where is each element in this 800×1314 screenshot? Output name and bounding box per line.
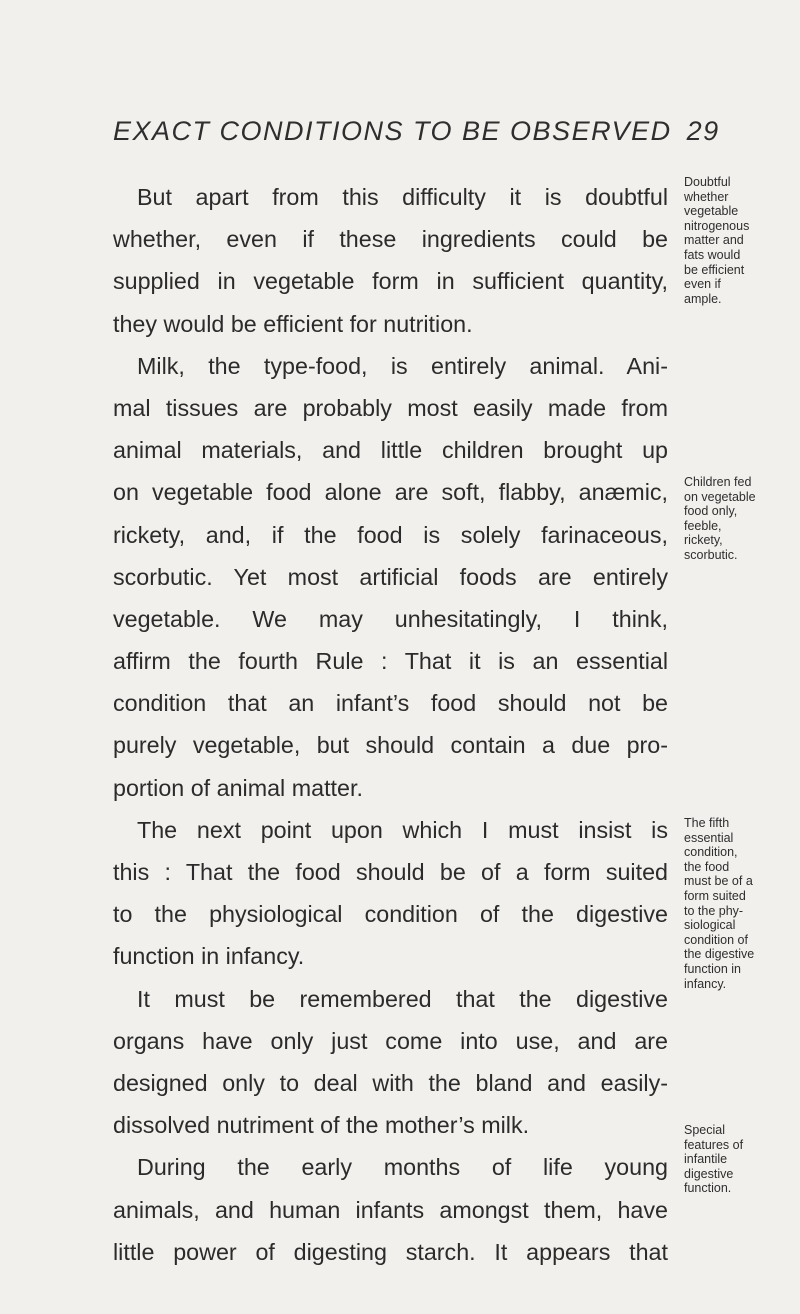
sidenote-line: Special (684, 1123, 725, 1137)
sidenote-children-vegetable-food (684, 475, 756, 563)
sidenote-line: to the phy- (684, 903, 744, 918)
text-line: on vegetable food alone are soft, flabby, anæmic, (113, 479, 668, 506)
text-line: mal tissues are probably most easily made from (113, 394, 668, 421)
sidenote-line: feeble, (684, 518, 722, 533)
text-line: they would be efficient for nutrition. (113, 310, 473, 337)
sidenote-line: even if (684, 277, 721, 292)
text-line: animal materials, and little children brought up (113, 437, 668, 464)
text-line: function in infancy. (113, 943, 305, 970)
sidenote-line: features of (684, 1137, 744, 1152)
sidenote-line: scorbutic. (684, 547, 738, 562)
sidenote-line: ample. (684, 291, 722, 306)
text-line: scorbutic. Yet most artificial foods are entirely (113, 563, 668, 590)
sidenote-line: must be of a (684, 874, 753, 889)
sidenote-line: essential (684, 830, 734, 845)
sidenote-line: on vegetable (684, 489, 756, 504)
text-line: rickety, and, if the food is solely farinaceous, (113, 521, 668, 548)
text-line: vegetable. We may unhesitatingly, I think, (113, 605, 668, 632)
sidenote-line: matter and (684, 233, 744, 248)
text-line: condition that an infant’s food should not be (113, 690, 668, 717)
sidenote-special-features (684, 1123, 743, 1196)
running-head (113, 116, 720, 147)
text-line: designed only to deal with the bland and easily- (113, 1069, 668, 1096)
sidenote-line: digestive (684, 1166, 734, 1181)
body-text (113, 176, 668, 1273)
sidenote-line: infancy. (684, 976, 727, 991)
running-head-title: EXACT CONDITIONS TO BE OBSERVED (113, 116, 672, 146)
text-line: affirm the fourth Rule : That it is an essential (113, 648, 668, 675)
sidenote-line: Doubtful (684, 175, 731, 189)
sidenote-doubtful-vegetable-matter (684, 175, 749, 306)
text-line: It must be remembered that the digestive (137, 985, 668, 1012)
text-line: whether, even if these ingredients could be (113, 226, 668, 253)
text-line: to the physiological condition of the digestive (113, 901, 668, 928)
sidenote-line: function. (684, 1181, 732, 1196)
sidenote-line: condition of (684, 932, 748, 947)
text-line: purely vegetable, but should contain a due pro- (113, 732, 668, 759)
text-line: Milk, the type-food, is entirely animal. Ani- (137, 352, 668, 379)
sidenote-line: infantile (684, 1152, 728, 1167)
text-line: supplied in vegetable form in sufficient quantity, (113, 268, 668, 295)
text-line: this : That the food should be of a form suited (113, 859, 668, 885)
page-number: 29 (686, 116, 720, 146)
text-line: organs have only just come into use, and are (113, 1027, 668, 1054)
sidenote-line: The fifth (684, 816, 730, 830)
sidenote-line: fats would (684, 247, 741, 262)
sidenote-line: condition, (684, 845, 738, 860)
sidenote-line: rickety, (684, 533, 723, 548)
text-line: During the early months of life young (137, 1154, 668, 1181)
sidenote-line: vegetable (684, 204, 739, 219)
text-line: The next point upon which I must insist is (137, 816, 668, 843)
sidenote-line: siological (684, 918, 736, 933)
text-line: portion of animal matter. (113, 774, 363, 801)
sidenote-line: whether (684, 189, 729, 204)
text-line: animals, and human infants amongst them, have (113, 1196, 668, 1223)
text-line: little power of digesting starch. It appears that (113, 1238, 668, 1265)
sidenote-line: be efficient (684, 262, 745, 277)
sidenote-line: form suited (684, 888, 746, 903)
text-line: dissolved nutriment of the mother’s milk. (113, 1112, 530, 1139)
sidenote-line: the food (684, 859, 730, 874)
sidenote-line: nitrogenous (684, 218, 750, 233)
sidenote-line: the digestive (684, 947, 755, 962)
sidenote-line: Children fed (684, 475, 752, 489)
sidenote-fifth-condition (684, 816, 754, 991)
sidenote-line: food only, (684, 504, 738, 519)
sidenote-line: function in (684, 961, 741, 976)
text-line: But apart from this difficulty it is doubtful (137, 184, 668, 210)
